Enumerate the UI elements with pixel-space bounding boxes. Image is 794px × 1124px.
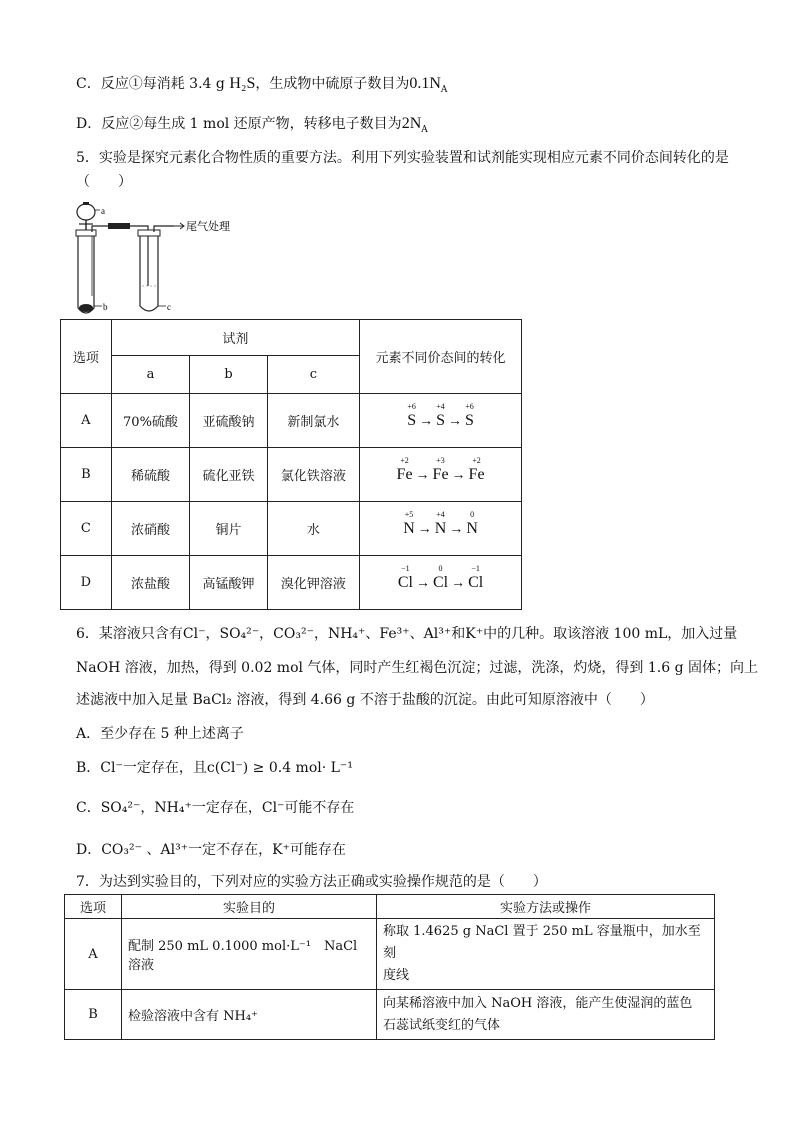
row-option: A [61, 394, 112, 448]
element-ox: −1 Cl [397, 563, 413, 591]
arrow-icon: → [415, 467, 430, 483]
reagent-b: 高锰酸钾 [190, 556, 267, 610]
element-ox: +2 Fe [396, 455, 413, 483]
reagent-c: 溴化钾溶液 [267, 556, 359, 610]
element-ox: 0 N [466, 509, 478, 537]
q5-reagent-table [60, 319, 522, 610]
arrow-icon: → [415, 575, 430, 591]
header-b: b [190, 356, 267, 394]
q6-stem-line-2: NaOH 溶液，加热，得到 0.02 mol 气体，同时产生红褐色沉淀；过滤，洗涤，灼烧，得到 1.6 g 固体；向上 [76, 660, 759, 676]
arrow-icon: → [448, 413, 462, 429]
reagent-c: 新制氯水 [267, 394, 359, 448]
purpose-cell: 配制 250 mL 0.1000 mol·L⁻¹ NaCl 溶液 [122, 919, 377, 990]
element-ox: +2 Fe [468, 455, 485, 483]
option-text: ，生成物中硫原子数目为 [255, 76, 410, 92]
arrow-icon: → [449, 521, 464, 537]
table-row [61, 502, 522, 556]
header-c: c [267, 356, 359, 394]
header-conversion: 元素不同价态间的转化 [360, 320, 522, 394]
element-ox: +6 S [465, 401, 474, 429]
outlet-arrow [174, 223, 184, 229]
conversion-cell [360, 448, 522, 502]
element-ox: +3 Fe [432, 455, 449, 483]
funnel-stopper [83, 202, 89, 205]
purpose-cell: 检验溶液中含有 NH₄⁺ [122, 990, 377, 1040]
q6-option-b: B．Cl⁻一定存在，且c(Cl⁻) ≥ 0.4 mol· L⁻¹ [76, 760, 353, 776]
reagent-c: 氯化铁溶液 [267, 448, 359, 502]
method-cell [377, 990, 715, 1040]
table-row [61, 394, 522, 448]
table-header-row [65, 895, 715, 919]
arrow-icon: → [451, 575, 466, 591]
valence-conversion [407, 401, 474, 430]
row-option: D [61, 556, 112, 610]
reagent-a: 稀硫酸 [111, 448, 190, 502]
q6-option-d: D．CO₃²⁻ 、Al³⁺一定不存在，K⁺可能存在 [76, 842, 346, 858]
stopper-1 [76, 230, 96, 236]
arrow-icon: → [419, 413, 434, 429]
table-row [61, 556, 522, 610]
test-tube-1 [78, 232, 94, 313]
element-ox: +4 S [436, 401, 445, 429]
option-label: D． [76, 116, 102, 132]
row-option: B [61, 448, 112, 502]
element-ox: 0 Cl [432, 563, 449, 591]
valence-conversion [396, 455, 485, 484]
test-tube-2 [140, 232, 158, 311]
element-ox: +6 S [407, 401, 417, 429]
reagent-b: 亚硫酸钠 [190, 394, 267, 448]
q6-option-a: A．至少存在 5 种上述离子 [76, 726, 244, 742]
element-ox: +4 N [434, 509, 447, 537]
q6-stem-line-1: 6．某溶液只含有Cl⁻，SO₄²⁻，CO₃²⁻，NH₄⁺、Fe³⁺、Al³⁺和K⁺中的几种。取该溶液 100 mL，加入过量 [76, 626, 738, 642]
option-text: 反应②每生成 1 mol 还原产物，转移电子数目为 [101, 116, 402, 132]
method-line: 石蕊试纸变红的气体 [383, 1017, 501, 1033]
conversion-cell [360, 502, 522, 556]
option-label: C． [76, 76, 101, 92]
element-ox: +5 N [403, 509, 415, 537]
q5-stem: 5．实验是探究元素化合物性质的重要方法。利用下列实验装置和试剂能实现相应元素不同价态间转化的是 [76, 150, 729, 166]
reagent-b: 铜片 [190, 502, 267, 556]
rubber-hose [108, 223, 130, 229]
header-method: 实验方法或操作 [377, 895, 715, 919]
header-option: 选项 [65, 895, 122, 919]
header-option: 选项 [61, 320, 112, 394]
element-ox: −1 Cl [468, 563, 484, 591]
q7-stem: 7．为达到实验目的，下列对应的实验方法正确或实验操作规范的是（ ） [76, 874, 547, 890]
method-cell [377, 919, 715, 990]
conversion-cell [360, 394, 522, 448]
q7-experiment-table [64, 894, 715, 1040]
table-row [65, 919, 715, 990]
table-header-row [61, 320, 522, 356]
arrow-icon: → [417, 521, 432, 537]
mass-value: 3.4 g [189, 76, 225, 92]
label-c: c [167, 302, 171, 312]
dropping-funnel-bulb [77, 204, 95, 220]
table-row [61, 448, 522, 502]
label-b: b [103, 302, 108, 312]
math-value: 0.1N [409, 75, 441, 92]
math-subscript: A [440, 84, 448, 95]
arrow-icon: → [451, 467, 466, 483]
method-line: 度线 [383, 968, 410, 983]
q5-answer-paren: （ ） [76, 174, 132, 190]
option-text: 反应①每消耗 [100, 76, 185, 92]
row-option: C [61, 502, 112, 556]
q6-option-c: C．SO₄²⁻，NH₄⁺一定存在，Cl⁻可能不存在 [76, 800, 355, 816]
valence-conversion [403, 509, 478, 538]
reagent-a: 浓盐酸 [111, 556, 190, 610]
q4-option-d [76, 114, 428, 140]
q6-stem-line-3: 述滤液中加入足量 BaCl₂ 溶液，得到 4.66 g 不溶于盐酸的沉淀。由此可知原溶液中（ ） [76, 692, 654, 708]
reagent-a: 浓硝酸 [111, 502, 190, 556]
header-purpose: 实验目的 [122, 895, 377, 919]
valence-conversion [397, 563, 484, 592]
header-a: a [111, 356, 190, 394]
tail-gas-label: 尾气处理 [186, 220, 230, 233]
q4-option-c [76, 74, 447, 100]
formula: H₂S [229, 75, 256, 92]
reagent-b: 硫化亚铁 [190, 448, 267, 502]
conversion-cell [360, 556, 522, 610]
row-option: A [65, 919, 122, 990]
method-line: 向某稀溶液中加入 NaOH 溶液，能产生使湿润的蓝色 [383, 995, 693, 1011]
label-a: a [101, 206, 105, 216]
math-value: 2N [401, 115, 422, 132]
table-row [65, 990, 715, 1040]
row-option: B [65, 990, 122, 1040]
method-line: 称取 1.4625 g NaCl 置于 250 mL 容量瓶中，加水至刻 [383, 924, 701, 961]
math-subscript: A [421, 124, 428, 135]
experiment-apparatus-diagram [70, 196, 270, 318]
header-reagent: 试剂 [111, 320, 359, 356]
stopper-2 [138, 230, 160, 236]
reagent-a: 70%硫酸 [111, 394, 190, 448]
reagent-c: 水 [267, 502, 359, 556]
solid-b [79, 304, 93, 312]
